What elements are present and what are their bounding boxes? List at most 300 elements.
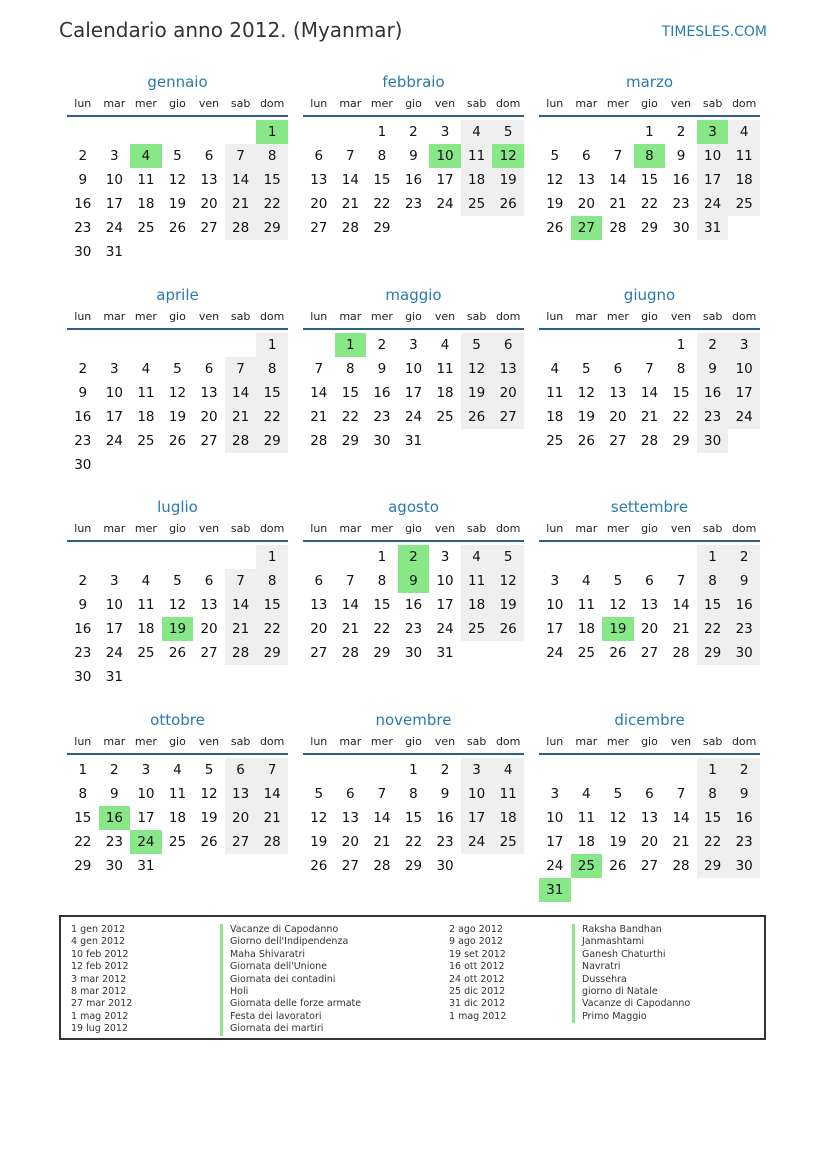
day-cell: 17	[436, 597, 454, 613]
day-cell: 2	[377, 337, 387, 353]
day-cell: 11	[137, 385, 155, 401]
day-cell: 4	[582, 573, 591, 589]
day-cell: 23	[728, 830, 760, 854]
day-cell: 9	[377, 361, 387, 377]
day-cell: 24	[546, 858, 564, 874]
legend-date: 2 ago 2012	[449, 924, 503, 935]
day-cell: 18	[137, 409, 155, 425]
day-cell: 7	[314, 361, 324, 377]
day-cell: 20	[310, 621, 328, 637]
weekday-label: ven	[434, 97, 456, 110]
empty-day-cell	[602, 758, 634, 782]
day-cell: 3	[110, 573, 119, 589]
day-cell: 14	[341, 597, 359, 613]
day-cell: 22	[256, 405, 288, 429]
day-cell: 27	[492, 405, 524, 429]
day-cell: 15	[373, 597, 391, 613]
day-cell: 19	[546, 196, 564, 212]
day-cell: 27	[310, 645, 328, 661]
empty-day-cell	[303, 758, 335, 782]
weekday-label: sab	[466, 522, 487, 535]
day-cell: 2	[110, 762, 119, 778]
day-cell: 30	[74, 669, 92, 685]
legend-date: 3 mar 2012	[71, 973, 127, 985]
day-cell: 8	[256, 357, 288, 381]
week-row	[539, 144, 760, 168]
day-cell: 15	[640, 172, 659, 188]
day-cell: 25	[137, 645, 155, 661]
day-cell: 11	[461, 144, 493, 168]
weekday-header	[539, 520, 760, 542]
week-row	[539, 641, 760, 665]
holiday-day-cell: 27	[571, 216, 603, 240]
day-cell: 7	[676, 573, 686, 589]
empty-day-cell	[335, 120, 367, 144]
empty-day-cell	[602, 120, 634, 144]
day-cell: 12	[200, 786, 218, 802]
day-cell: 30	[105, 858, 123, 874]
day-cell: 23	[74, 433, 92, 449]
day-cell: 19	[577, 409, 595, 425]
day-cell: 12	[310, 810, 328, 826]
day-cell: 29	[672, 433, 690, 449]
day-cell: 16	[728, 806, 760, 830]
weekday-label: dom	[495, 310, 521, 323]
legend-holiday-name: Janmashtami	[572, 936, 690, 948]
empty-day-cell	[697, 878, 729, 902]
day-cell: 9	[728, 569, 760, 593]
holiday-day-cell: 25	[571, 854, 603, 878]
day-cell: 5	[461, 333, 493, 357]
weekday-label: mar	[339, 310, 362, 323]
day-cell: 1	[697, 758, 729, 782]
weekday-label: mer	[370, 522, 393, 535]
legend-date: 16 ott 2012	[449, 961, 505, 973]
day-cell: 23	[74, 645, 92, 661]
empty-day-cell	[728, 216, 760, 240]
week-row	[539, 192, 760, 216]
weekday-label: gio	[641, 735, 658, 748]
day-cell: 29	[404, 858, 423, 874]
legend-right-dates	[449, 924, 506, 1023]
weekday-label: gio	[169, 97, 186, 110]
month-name: maggio	[385, 286, 442, 304]
legend-date: 25 dic 2012	[449, 986, 506, 998]
empty-day-cell	[193, 854, 225, 878]
empty-day-cell	[162, 333, 194, 357]
day-cell: 7	[225, 357, 257, 381]
weekday-label: sab	[466, 97, 487, 110]
day-cell: 28	[225, 216, 257, 240]
day-cell: 16	[373, 385, 391, 401]
day-cell: 16	[728, 593, 760, 617]
week-row	[67, 357, 288, 381]
day-cell: 18	[461, 593, 493, 617]
day-cell: 11	[577, 597, 595, 613]
day-cell: 26	[200, 834, 218, 850]
day-cell: 18	[168, 810, 187, 826]
day-cell: 21	[225, 405, 257, 429]
day-cell: 14	[225, 381, 257, 405]
month-febbraio	[303, 70, 524, 240]
day-cell: 19	[200, 810, 218, 826]
day-cell: 25	[168, 834, 187, 850]
day-cell: 28	[225, 641, 257, 665]
day-cell: 30	[728, 854, 760, 878]
day-cell: 6	[645, 573, 654, 589]
day-cell: 7	[225, 144, 257, 168]
holiday-legend	[59, 915, 766, 1040]
week-row	[67, 333, 288, 357]
holiday-day-cell: 19	[602, 617, 634, 641]
day-cell: 26	[492, 192, 524, 216]
day-cell: 9	[697, 357, 729, 381]
empty-day-cell	[225, 453, 257, 477]
day-cell: 20	[310, 196, 328, 212]
empty-day-cell	[303, 120, 335, 144]
day-cell: 4	[173, 762, 182, 778]
empty-day-cell	[461, 854, 493, 878]
site-link[interactable]: TIMESLES.COM	[661, 24, 767, 40]
weekday-label: lun	[74, 522, 92, 535]
weekday-header	[539, 308, 760, 330]
day-cell: 6	[613, 361, 623, 377]
empty-day-cell	[461, 641, 493, 665]
empty-day-cell	[303, 545, 335, 569]
week-row	[303, 120, 524, 144]
day-cell: 26	[310, 858, 328, 874]
empty-day-cell	[67, 120, 99, 144]
weekday-header	[303, 308, 524, 330]
day-cell: 16	[672, 172, 690, 188]
week-row	[303, 429, 524, 453]
weekday-label: lun	[546, 522, 564, 535]
month-name: aprile	[156, 286, 199, 304]
day-cell: 1	[377, 549, 387, 565]
day-cell: 25	[728, 192, 760, 216]
day-cell: 2	[78, 148, 88, 164]
day-cell: 13	[609, 385, 627, 401]
day-cell: 23	[404, 196, 423, 212]
empty-day-cell	[162, 240, 194, 264]
day-cell: 20	[200, 621, 218, 637]
day-cell: 3	[728, 333, 760, 357]
weekday-label: mar	[103, 522, 126, 535]
day-cell: 2	[728, 758, 760, 782]
week-row	[539, 333, 760, 357]
day-cell: 22	[373, 196, 391, 212]
day-cell: 28	[225, 429, 257, 453]
legend-left-dates	[71, 924, 132, 1036]
holiday-day-cell: 19	[162, 617, 194, 641]
week-row	[67, 381, 288, 405]
empty-day-cell	[225, 854, 257, 878]
day-cell: 23	[728, 617, 760, 641]
day-cell: 1	[676, 337, 686, 353]
day-cell: 6	[582, 148, 591, 164]
day-cell: 28	[672, 645, 690, 661]
empty-day-cell	[99, 453, 131, 477]
empty-day-cell	[539, 545, 571, 569]
legend-date: 24 ott 2012	[449, 973, 505, 985]
day-cell: 19	[492, 168, 524, 192]
holiday-day-cell: 3	[697, 120, 729, 144]
day-cell: 10	[436, 573, 454, 589]
day-cell: 11	[728, 144, 760, 168]
day-cell: 6	[314, 573, 324, 589]
empty-day-cell	[256, 854, 288, 878]
week-row	[303, 806, 524, 830]
day-cell: 31	[105, 244, 123, 260]
weekday-label: sab	[702, 97, 723, 110]
weekday-header	[67, 95, 288, 117]
day-cell: 18	[577, 621, 595, 637]
day-cell: 30	[672, 220, 690, 236]
day-cell: 6	[204, 361, 214, 377]
day-cell: 23	[74, 220, 92, 236]
day-cell: 25	[577, 645, 595, 661]
month-name: settembre	[610, 498, 689, 516]
day-cell: 10	[728, 357, 760, 381]
day-cell: 17	[546, 621, 564, 637]
week-row	[303, 782, 524, 806]
weekday-label: ven	[198, 735, 220, 748]
month-name: gennaio	[147, 73, 208, 91]
day-cell: 18	[577, 834, 595, 850]
week-row	[67, 192, 288, 216]
day-cell: 29	[256, 641, 288, 665]
weekday-header	[303, 733, 524, 755]
legend-date: 31 dic 2012	[449, 998, 506, 1010]
empty-day-cell	[634, 545, 666, 569]
week-row	[67, 453, 288, 477]
empty-day-cell	[256, 240, 288, 264]
week-row	[539, 782, 760, 806]
weekday-label: lun	[546, 97, 564, 110]
day-cell: 16	[404, 597, 423, 613]
week-row	[67, 758, 288, 782]
day-cell: 24	[697, 192, 729, 216]
day-cell: 17	[461, 806, 493, 830]
legend-holiday-name: Navratri	[572, 961, 690, 973]
weekday-label: gio	[641, 522, 658, 535]
day-cell: 2	[440, 762, 450, 778]
day-cell: 27	[200, 645, 218, 661]
week-row	[539, 216, 760, 240]
day-cell: 26	[168, 645, 187, 661]
day-cell: 21	[609, 196, 627, 212]
legend-holiday-name: Giornata dell'Unione	[220, 961, 361, 973]
day-cell: 1	[78, 762, 88, 778]
week-row	[303, 381, 524, 405]
day-cell: 16	[697, 381, 729, 405]
day-cell: 14	[225, 593, 257, 617]
day-cell: 31	[105, 669, 123, 685]
month-gennaio	[67, 70, 288, 264]
day-cell: 18	[436, 385, 454, 401]
day-cell: 7	[645, 361, 654, 377]
week-row	[67, 216, 288, 240]
day-cell: 4	[440, 337, 450, 353]
day-cell: 29	[373, 220, 391, 236]
month-name: ottobre	[150, 711, 205, 729]
empty-day-cell	[130, 453, 162, 477]
weekday-header	[67, 520, 288, 542]
week-row	[539, 405, 760, 429]
week-row	[539, 381, 760, 405]
week-row	[303, 758, 524, 782]
week-row	[67, 429, 288, 453]
day-cell: 15	[373, 172, 391, 188]
day-cell: 22	[256, 617, 288, 641]
holiday-day-cell: 24	[130, 830, 162, 854]
week-row	[539, 617, 760, 641]
weekday-label: sab	[702, 522, 723, 535]
day-cell: 13	[200, 172, 218, 188]
day-cell: 7	[377, 786, 387, 802]
day-cell: 12	[546, 172, 564, 188]
empty-day-cell	[429, 429, 461, 453]
weekday-label: mer	[134, 522, 157, 535]
empty-day-cell	[571, 333, 603, 357]
legend-date: 8 mar 2012	[71, 986, 127, 998]
empty-day-cell	[67, 545, 99, 569]
day-cell: 13	[310, 172, 328, 188]
page-title: Calendario anno 2012. (Myanmar)	[59, 18, 403, 42]
day-cell: 25	[492, 830, 524, 854]
legend-right-names	[572, 924, 690, 1023]
day-cell: 1	[645, 124, 654, 140]
day-cell: 22	[256, 192, 288, 216]
day-cell: 3	[550, 786, 560, 802]
day-cell: 20	[200, 196, 218, 212]
legend-date: 4 gen 2012	[71, 936, 126, 948]
day-cell: 30	[728, 641, 760, 665]
week-row	[67, 168, 288, 192]
day-cell: 30	[697, 429, 729, 453]
day-cell: 15	[404, 810, 423, 826]
day-cell: 16	[436, 810, 454, 826]
weekday-label: mer	[370, 310, 393, 323]
day-cell: 27	[341, 858, 359, 874]
day-cell: 10	[546, 597, 564, 613]
day-cell: 24	[728, 405, 760, 429]
day-cell: 15	[74, 810, 92, 826]
day-cell: 17	[105, 196, 123, 212]
empty-day-cell	[492, 429, 524, 453]
holiday-day-cell: 31	[539, 878, 571, 902]
day-cell: 9	[440, 786, 450, 802]
day-cell: 5	[314, 786, 324, 802]
legend-date: 1 mag 2012	[449, 1010, 507, 1022]
legend-holiday-name: Dussehra	[572, 974, 690, 986]
day-cell: 28	[373, 858, 391, 874]
day-cell: 19	[168, 196, 187, 212]
legend-holiday-name: Festa dei lavoratori	[220, 1011, 361, 1023]
weekday-label: sab	[230, 310, 251, 323]
weekday-label: sab	[230, 522, 251, 535]
day-cell: 21	[373, 834, 391, 850]
day-cell: 13	[200, 597, 218, 613]
legend-date: 27 mar 2012	[71, 998, 133, 1010]
legend-holiday-name: Primo Maggio	[572, 1011, 690, 1023]
holiday-day-cell: 9	[398, 569, 430, 593]
day-cell: 27	[609, 433, 627, 449]
week-row	[67, 806, 288, 830]
day-cell: 23	[697, 405, 729, 429]
day-cell: 23	[436, 834, 454, 850]
weekday-label: mer	[134, 735, 157, 748]
week-row	[303, 545, 524, 569]
day-cell: 31	[697, 216, 729, 240]
empty-day-cell	[162, 665, 194, 689]
day-cell: 15	[697, 806, 729, 830]
weekday-label: ven	[434, 735, 456, 748]
legend-date: 12 feb 2012	[71, 961, 129, 973]
day-cell: 8	[409, 786, 418, 802]
week-row	[539, 878, 760, 902]
day-cell: 24	[436, 196, 454, 212]
empty-day-cell	[130, 120, 162, 144]
empty-day-cell	[225, 333, 257, 357]
day-cell: 26	[168, 220, 187, 236]
empty-day-cell	[162, 854, 194, 878]
empty-day-cell	[398, 216, 430, 240]
day-cell: 22	[697, 830, 729, 854]
day-cell: 3	[440, 124, 450, 140]
day-cell: 8	[377, 573, 387, 589]
day-cell: 3	[110, 148, 119, 164]
day-cell: 22	[404, 834, 423, 850]
legend-holiday-name: Holi	[220, 986, 361, 998]
weekday-label: mar	[575, 522, 598, 535]
weekday-label: sab	[702, 735, 723, 748]
weekday-label: ven	[198, 310, 220, 323]
empty-day-cell	[256, 665, 288, 689]
empty-day-cell	[539, 333, 571, 357]
empty-day-cell	[602, 878, 634, 902]
day-cell: 7	[346, 573, 355, 589]
day-cell: 28	[341, 645, 359, 661]
weekday-label: lun	[310, 310, 328, 323]
day-cell: 8	[346, 361, 355, 377]
day-cell: 18	[728, 168, 760, 192]
weekday-label: sab	[230, 97, 251, 110]
day-cell: 13	[341, 810, 359, 826]
weekday-label: dom	[259, 310, 285, 323]
day-cell: 23	[105, 834, 123, 850]
weekday-label: ven	[198, 522, 220, 535]
day-cell: 30	[436, 858, 454, 874]
day-cell: 24	[461, 830, 493, 854]
day-cell: 13	[225, 782, 257, 806]
weekday-header	[67, 733, 288, 755]
week-row	[539, 854, 760, 878]
holiday-day-cell: 4	[130, 144, 162, 168]
legend-date: 19 lug 2012	[71, 1023, 128, 1035]
weekday-label: dom	[731, 522, 757, 535]
empty-day-cell	[99, 120, 131, 144]
day-cell: 14	[341, 172, 359, 188]
day-cell: 16	[74, 409, 92, 425]
day-cell: 6	[204, 148, 214, 164]
day-cell: 25	[137, 220, 155, 236]
day-cell: 16	[74, 621, 92, 637]
day-cell: 29	[640, 220, 659, 236]
weekday-label: lun	[310, 522, 328, 535]
week-row	[539, 168, 760, 192]
day-cell: 5	[173, 573, 182, 589]
